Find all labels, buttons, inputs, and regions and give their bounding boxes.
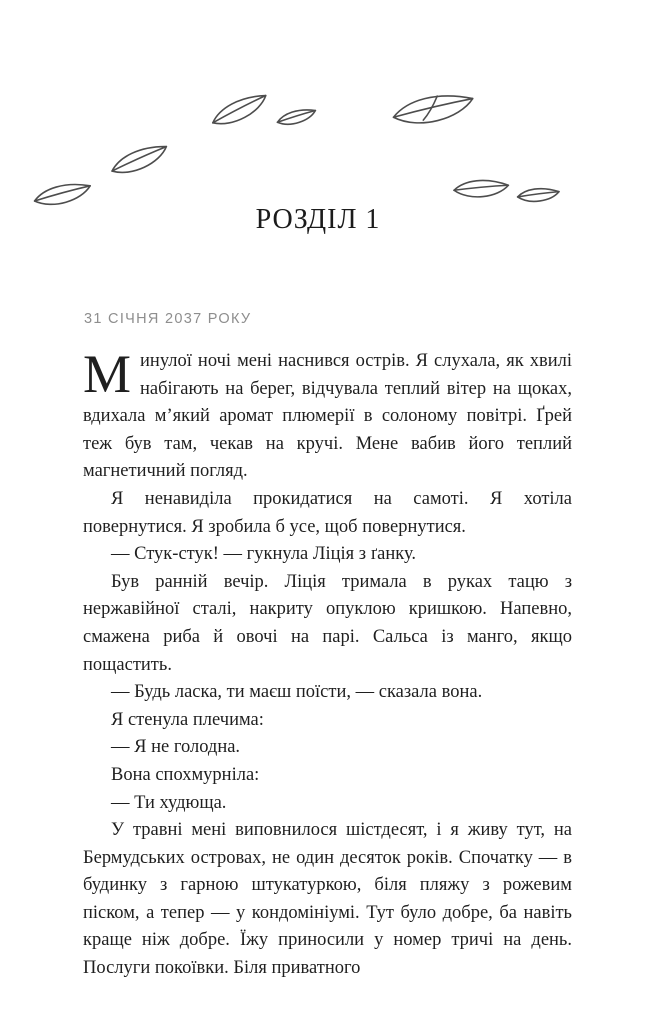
paragraph: У травні мені виповнилося шістдесят, і я живу тут, на Бермудських островах, не один десяток років. Спочатку — в будинку з гарною штукатуркою, біля пляжу з рожевим піском, а тепер — у кондомініумі. Тут було добре, ба навіть краще ніж добре. Їжу приносили у номер тричі на день. Послуги покоївки. Біля приватного (83, 820, 572, 979)
leaf-icon (392, 94, 474, 125)
leaf-icon (33, 183, 91, 207)
paragraph: — Стук-стук! — гукнула Ліція з ґанку. (111, 544, 417, 565)
paragraph: Був ранній вечір. Ліція тримала в руках тацю з нержавійної сталі, накриту опуклою кришкою. Напевно, смажена риба й овочі на парі. Сальса із манго, якщо пощастить. (83, 571, 572, 675)
paragraph: Минулої ночі мені наснився острів. Я слухала, як хвилі набігають на берег, відчувала теплий вітер на щоках, вдихала мʼякий аромат плюмерії в солоному повітрі. Ґрей теж був там, чекав на кручі. Мене вабив його теплий магнетичний погляд. (83, 344, 572, 482)
paragraph: — Будь ласка, ти маєш поїсти, — сказала вона. (111, 682, 483, 703)
paragraph: Я стенула плечима: (111, 709, 264, 730)
paragraph: Вона спохмурніла: (111, 764, 260, 785)
leaf-icon (209, 92, 271, 128)
chapter-title: РОЗДІЛ 1 (255, 204, 381, 235)
date-heading: 31 СІЧНЯ 2037 РОКУ (84, 311, 252, 327)
paragraph: — Я не голодна. (111, 737, 241, 758)
body-text (83, 344, 572, 983)
paragraph: — Ти худюща. (111, 792, 227, 813)
leaf-icon (517, 188, 559, 202)
drop-cap: М (83, 344, 132, 404)
leaf-icon (454, 178, 509, 199)
paragraph: Я ненавиділа прокидатися на самоті. Я хотіла повернутися. Я зробила б усе, щоб повернутися. (83, 488, 572, 537)
leaf-icon (276, 108, 317, 126)
leaf-icon (109, 143, 171, 176)
